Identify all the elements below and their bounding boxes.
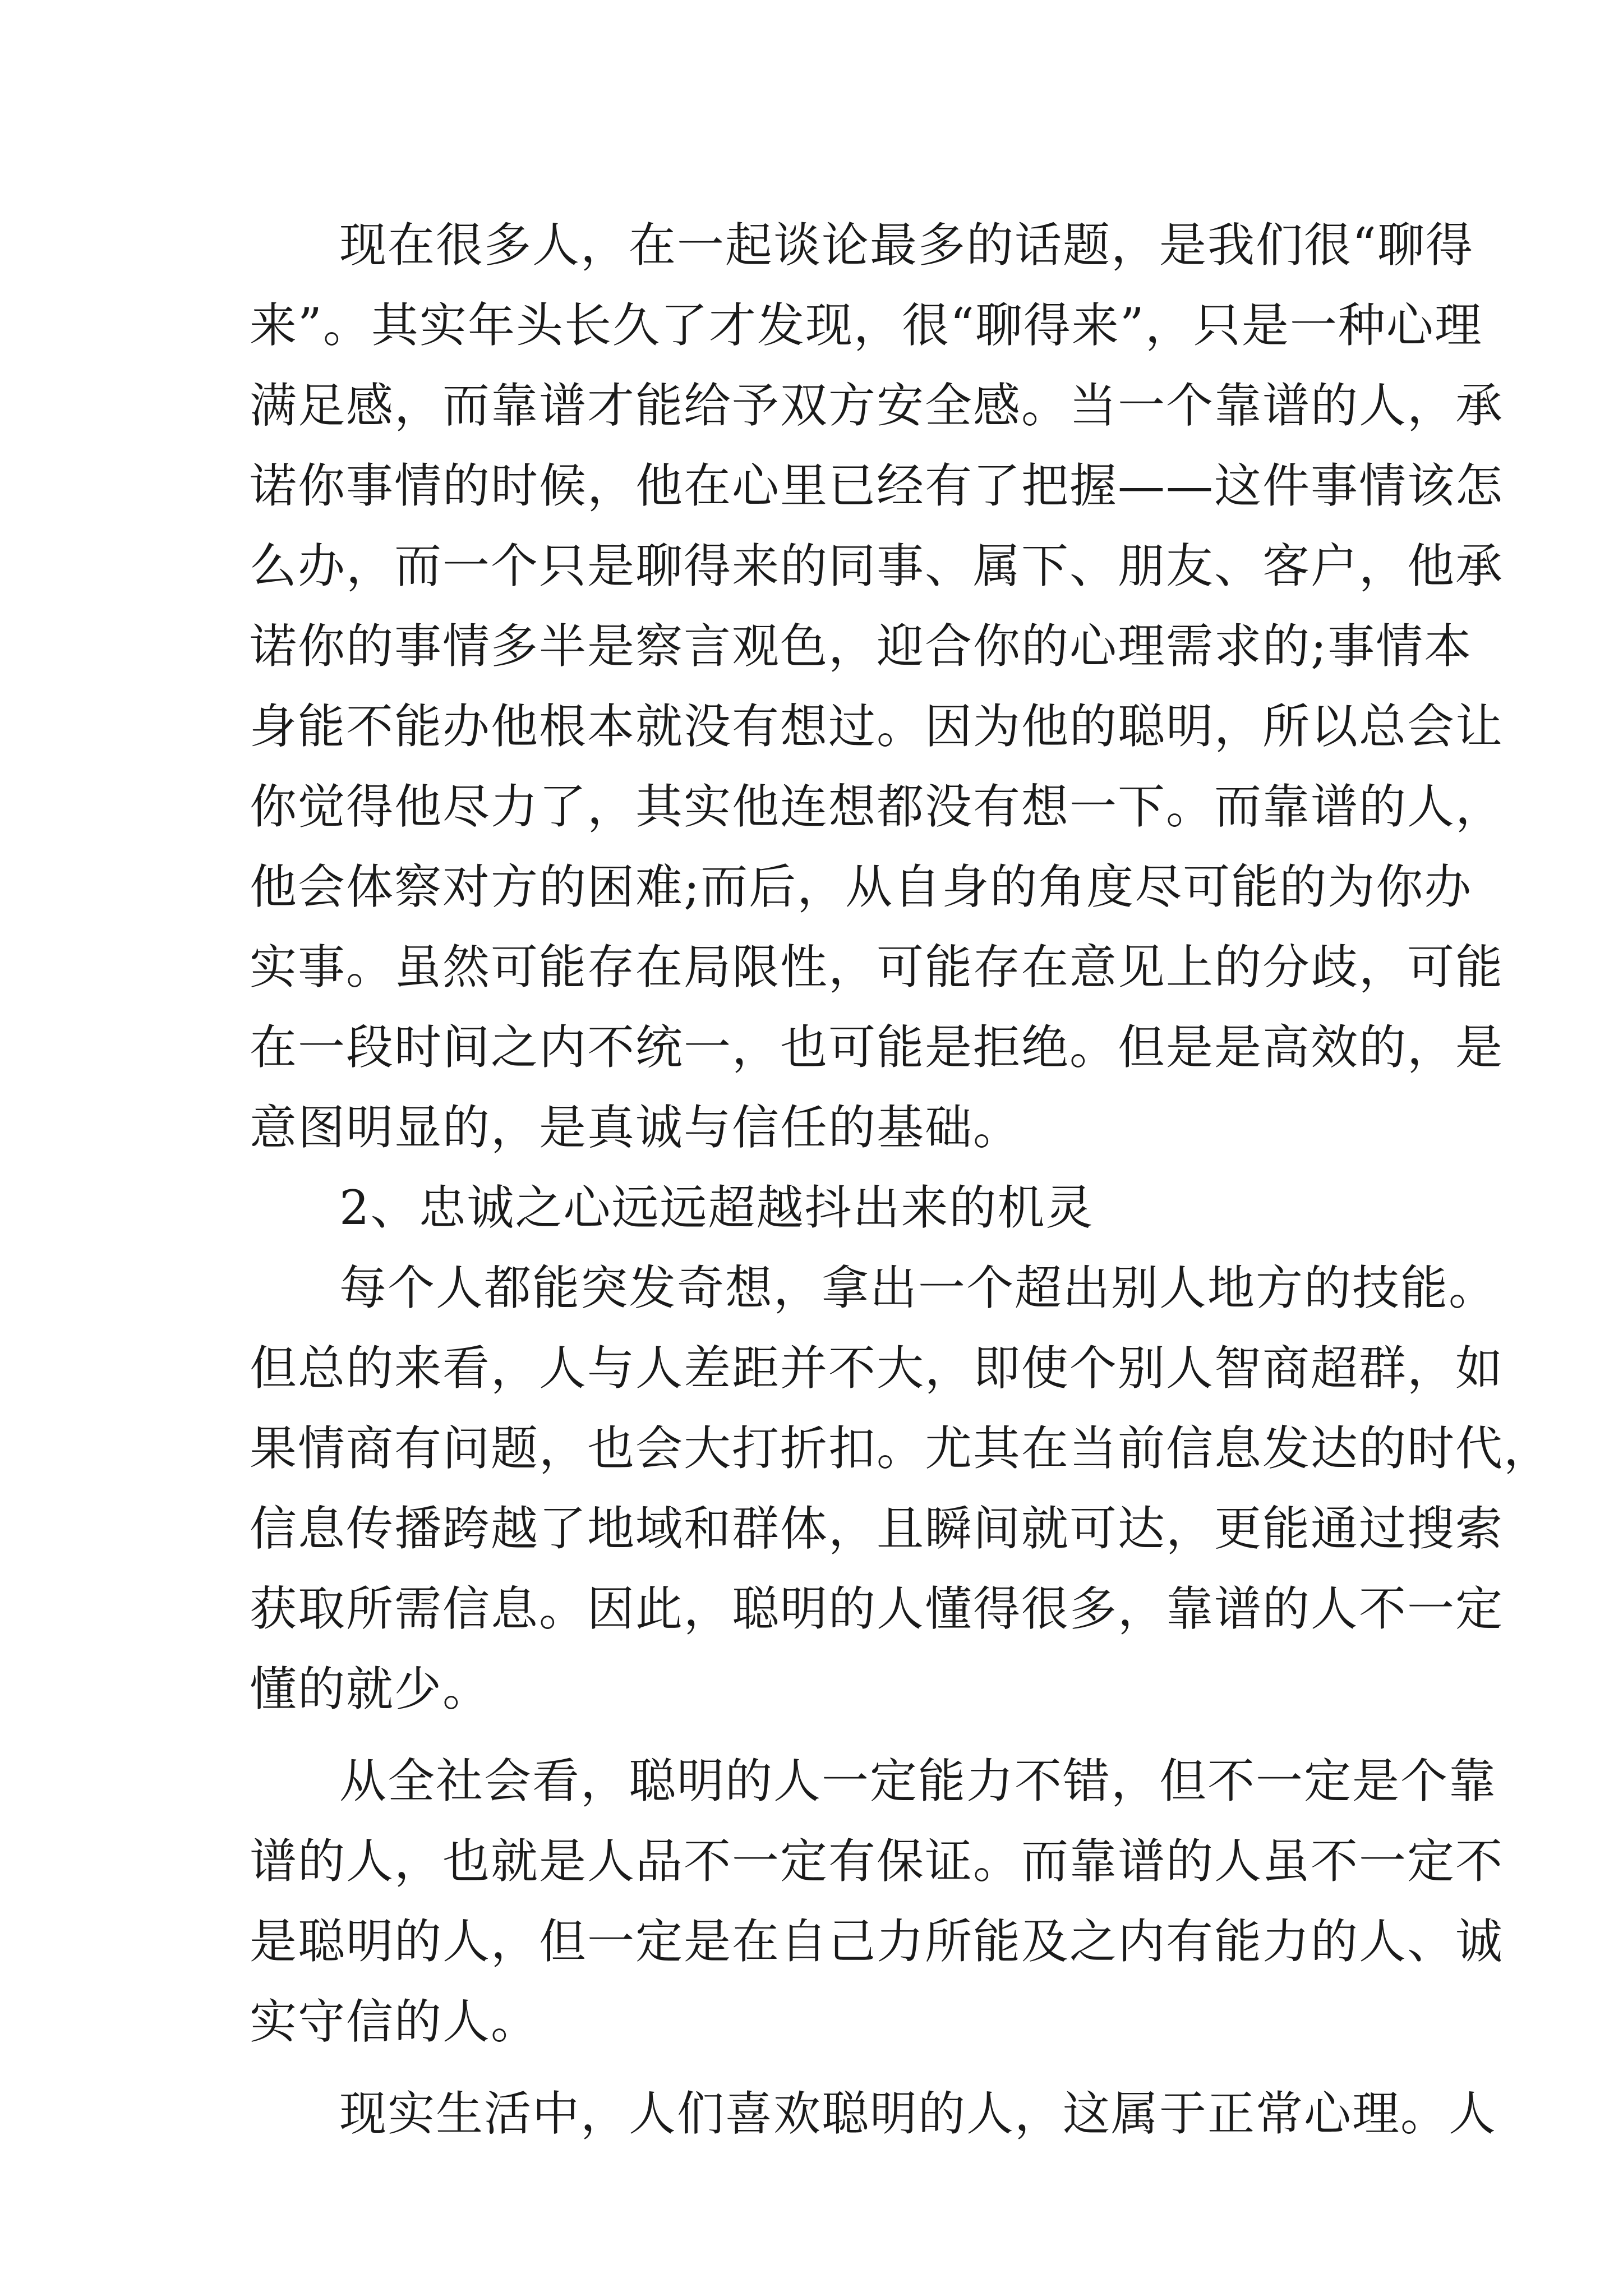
paragraph-line: 实守信的人。: [250, 1994, 540, 2049]
paragraph-line: 诺你的事情多半是察言观色，迎合你的心理需求的;事情本: [250, 619, 1473, 674]
paragraph-line: 懂的就少。: [250, 1662, 491, 1717]
paragraph-line: 么办，而一个只是聊得来的同事、属下、朋友、客户，他承: [250, 539, 1504, 593]
paragraph-line: 是聪明的人，但一定是在自己力所能及之内有能力的人、诚: [250, 1914, 1504, 1969]
section-heading: 2、忠诚之心远远超越抖出来的机灵: [339, 1180, 1094, 1235]
paragraph-line: 谱的人，也就是人品不一定有保证。而靠谱的人虽不一定不: [250, 1834, 1504, 1889]
paragraph-line: 意图明显的，是真诚与信任的基础。: [250, 1100, 1022, 1155]
paragraph-line: 每个人都能突发奇想，拿出一个超出别人地方的技能。: [339, 1260, 1497, 1315]
paragraph-line: 诺你事情的时候，他在心里已经有了把握——这件事情该怎: [250, 458, 1504, 513]
paragraph-line: 信息传播跨越了地域和群体，且瞬间就可达，更能通过搜索: [250, 1501, 1504, 1556]
paragraph-line: 现在很多人，在一起谈论最多的话题，是我们很“聊得: [339, 218, 1474, 273]
paragraph-line: 果情商有问题，也会大打折扣。尤其在当前信息发达的时代，: [250, 1421, 1552, 1476]
paragraph-line: 现实生活中，人们喜欢聪明的人，这属于正常心理。人: [339, 2086, 1497, 2141]
paragraph-line: 你觉得他尽力了，其实他连想都没有想一下。而靠谱的人，: [250, 779, 1504, 834]
paragraph-line: 从全社会看，聪明的人一定能力不错，但不一定是个靠: [339, 1754, 1497, 1809]
paragraph-line: 满足感，而靠谱才能给予双方安全感。当一个靠谱的人，承: [250, 378, 1504, 433]
paragraph-line: 他会体察对方的困难;而后，从自身的角度尽可能的为你办: [250, 859, 1473, 914]
body-text: [250, 205, 1552, 2154]
paragraph-line: 但总的来看，人与人差距并不大，即使个别人智商超群，如: [250, 1341, 1504, 1396]
paragraph-line: 获取所需信息。因此，聪明的人懂得很多，靠谱的人不一定: [250, 1581, 1504, 1636]
paragraph-line: 在一段时间之内不统一，也可能是拒绝。但是是高效的，是: [250, 1020, 1504, 1075]
paragraph-line: 来”。其实年头长久了才发现，很“聊得来”，只是一种心理: [250, 298, 1483, 353]
paragraph-line: 身能不能办他根本就没有想过。因为他的聪明，所以总会让: [250, 699, 1504, 754]
paragraph-line: 实事。虽然可能存在局限性，可能存在意见上的分歧，可能: [250, 940, 1504, 995]
